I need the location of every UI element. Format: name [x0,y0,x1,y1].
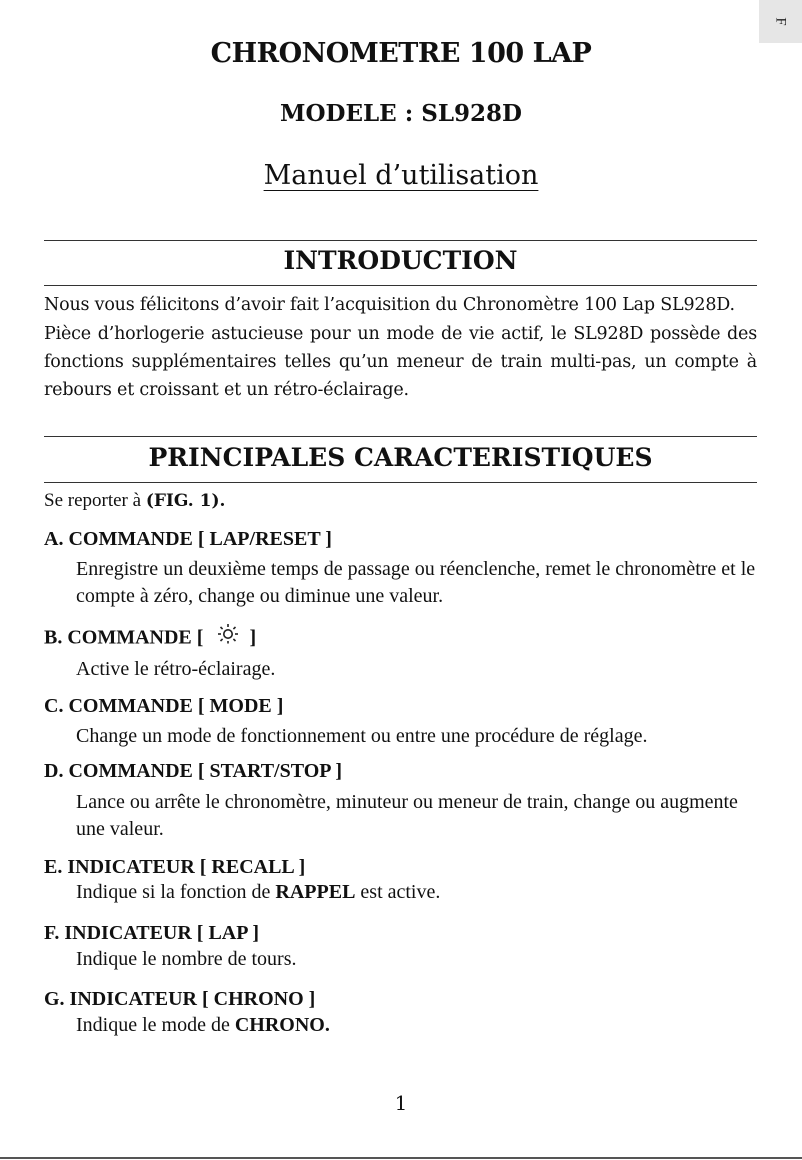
model-title: MODELE : SL928D [280,100,522,127]
intro-top-rule [44,240,757,241]
item-c-description: Change un mode de fonctionnement ou entre une procédure de réglage. [76,725,648,747]
language-tab-label: F [773,17,789,26]
item-d-description: Lance ou arrête le chronomètre, minuteur ou meneur de train, change ou augmente une valeur. [76,791,738,840]
item-b-heading [44,625,256,653]
backlight-icon [217,622,239,650]
item-b-heading-suffix: ] [249,626,257,649]
item-a-heading: A. COMMANDE [ LAP/RESET ] [44,528,332,550]
figure-reference [44,490,225,512]
item-f-description: Indique le nombre de tours. [76,948,297,970]
manual-subtitle-text: Manuel d’utilisation [263,160,539,191]
item-e-description-prefix: Indique si la fonction de [76,881,271,903]
item-a-description: Enregistre un deuxième temps de passage ou réenclenche, remet le chronomètre et le compte à zéro, change ou diminue une valeur. [76,558,756,607]
features-top-rule [44,436,757,437]
item-g-heading: G. INDICATEUR [ CHRONO ] [44,988,316,1010]
item-g-description-bold: CHRONO. [234,1014,330,1036]
item-e-heading: E. INDICATEUR [ RECALL ] [44,856,306,878]
intro-line-1: Nous vous félicitons d’avoir fait l’acquisition du Chronomètre 100 Lap SL928D. [44,295,735,315]
page-number: 1 [394,1091,408,1115]
intro-bottom-rule [44,285,757,286]
item-b-description: Active le rétro-éclairage. [76,658,276,680]
item-g-description-prefix: Indique le mode de [76,1014,230,1036]
document-title: CHRONOMETRE 100 LAP [210,38,592,69]
item-g-description [76,1012,758,1039]
intro-paragraph: Pièce d’horlogerie astucieuse pour un mode de vie actif, le SL928D possède des fonctions supplémentaires telles qu’un meneur de train multi-pas, un compte à rebours et croissant et un rétro-éclairage. [44,324,757,400]
manual-subtitle [0,160,802,191]
figure-reference-prefix: Se reporter à [44,490,142,511]
item-e-description-bold: RAPPEL [275,881,356,903]
item-e-description-suffix: est active. [360,881,441,903]
figure-reference-label: (FIG. 1). [145,491,226,511]
features-heading: PRINCIPALES CARACTERISTIQUES [148,443,653,472]
item-d-heading: D. COMMANDE [ START/STOP ] [44,760,343,782]
intro-heading: INTRODUCTION [283,246,518,275]
language-tab [759,0,802,43]
item-e-description [76,879,758,906]
features-bottom-rule [44,482,757,483]
item-f-heading: F. INDICATEUR [ LAP ] [44,922,260,944]
item-b-heading-prefix: B. COMMANDE [ [44,626,204,649]
page-bottom-edge [0,1157,802,1159]
item-c-heading: C. COMMANDE [ MODE ] [44,695,284,717]
